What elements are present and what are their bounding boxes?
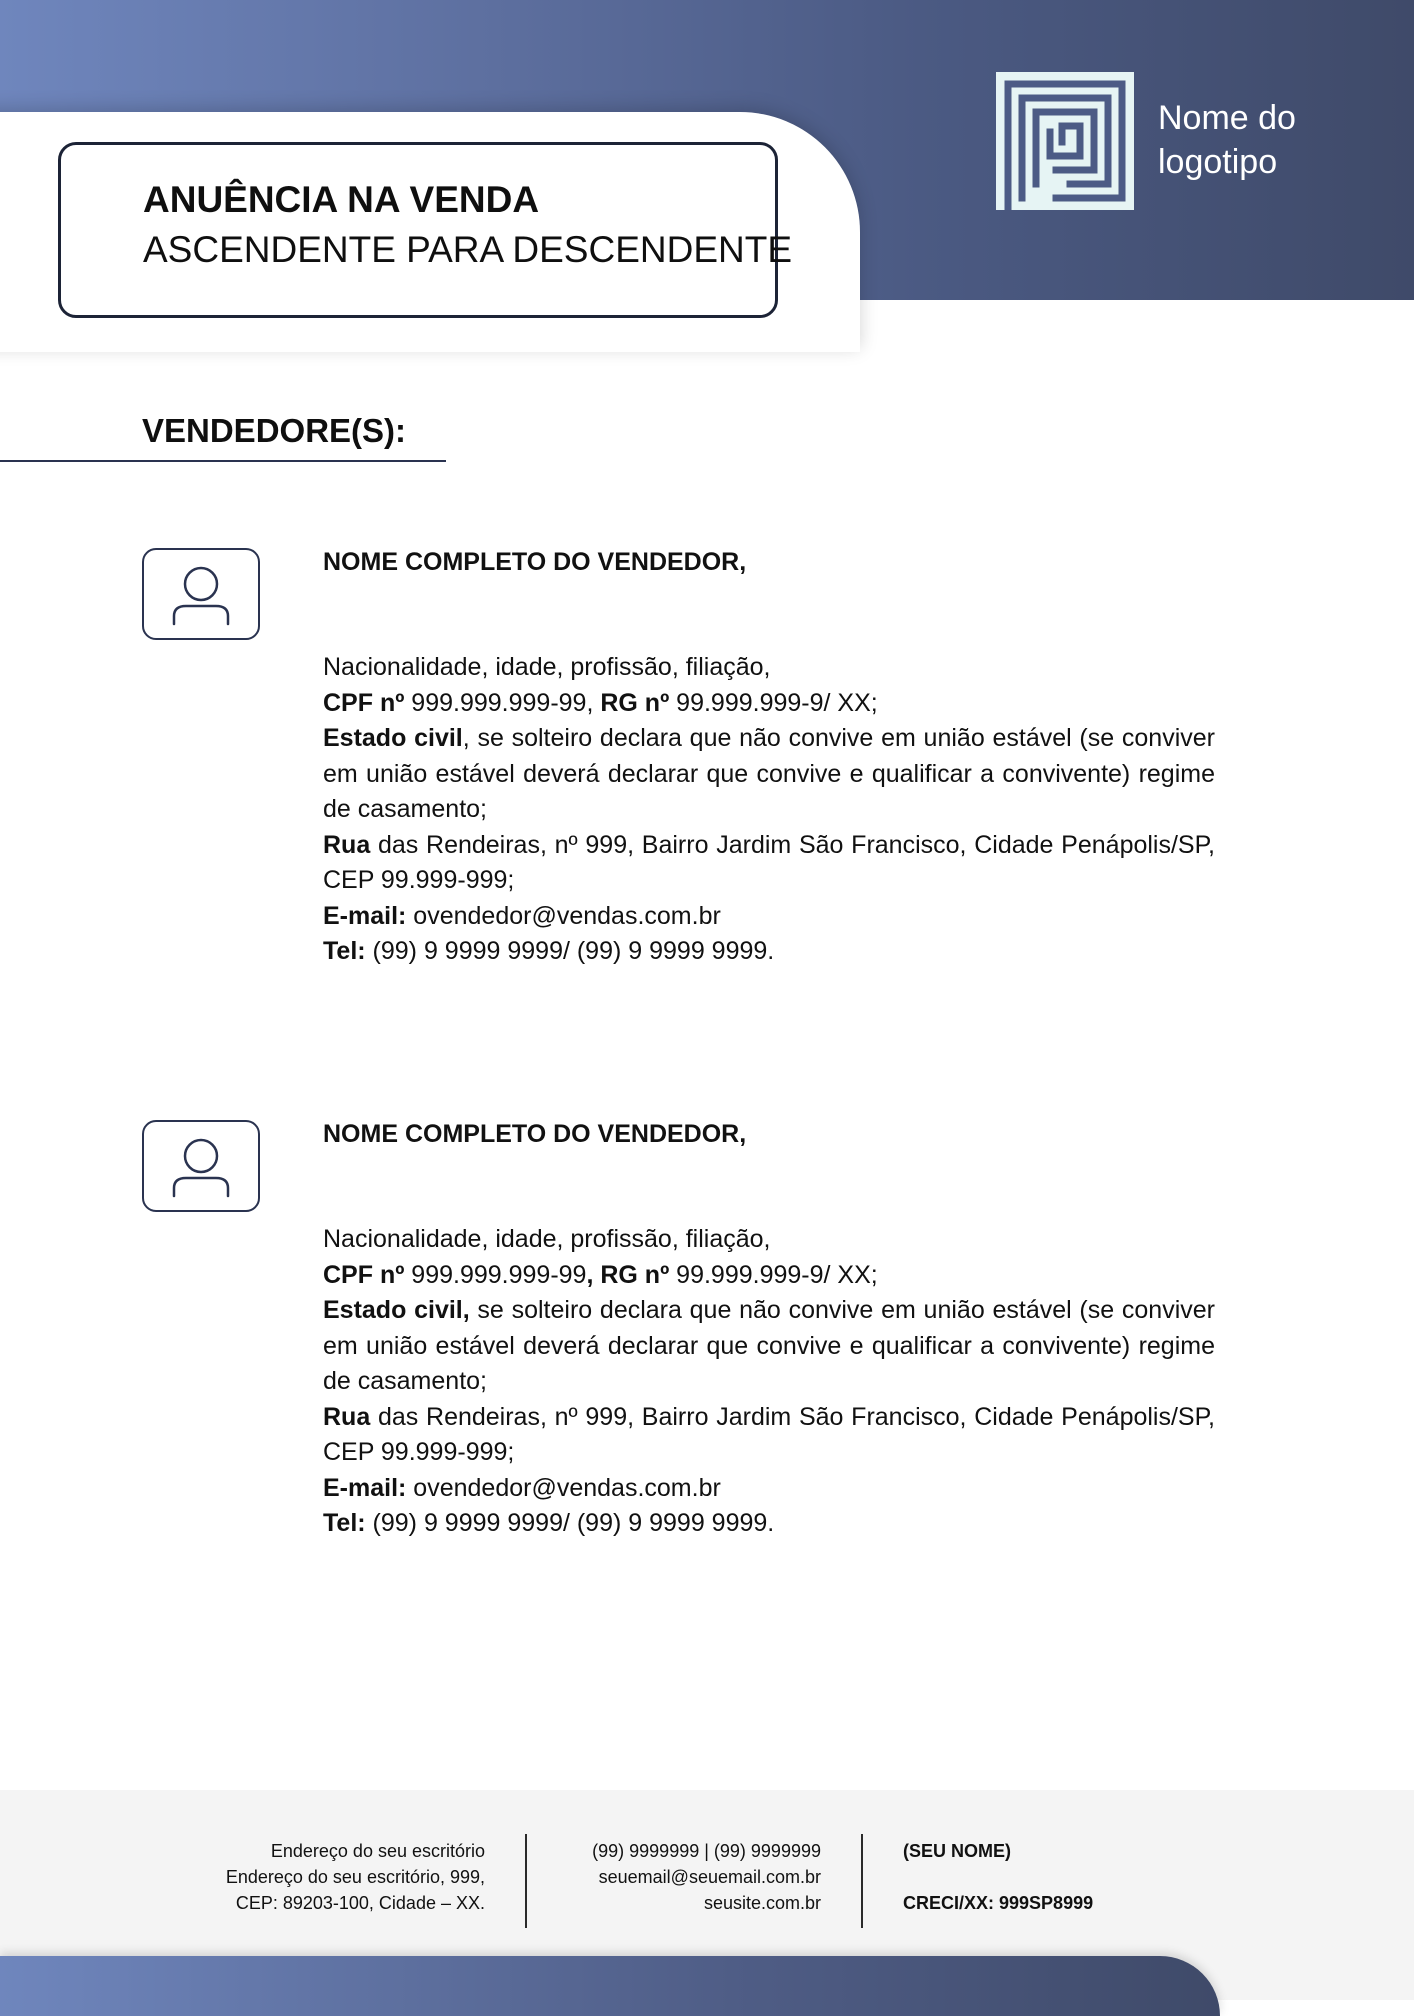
estado-label: Estado civil xyxy=(323,724,463,752)
rua-label: Rua xyxy=(323,1402,371,1431)
email-value: ovendedor@vendas.com.br xyxy=(406,901,721,930)
seller-nationality: Nacionalidade, idade, profissão, filiação, xyxy=(323,1225,771,1253)
footer-address-line2: Endereço do seu escritório, 999, xyxy=(225,1867,485,1887)
seller-address xyxy=(323,1400,1215,1471)
seller-phone xyxy=(323,934,1215,970)
footer-contact xyxy=(520,1838,821,1916)
rg-value: 99.999.999-9/ XX; xyxy=(669,688,878,717)
seller-nationality: Nacionalidade, idade, profissão, filiação, xyxy=(323,653,771,681)
seller-phone xyxy=(323,1506,1215,1542)
footer-address-line1: Endereço do seu escritório xyxy=(270,1841,485,1861)
rua-label: Rua xyxy=(323,830,371,859)
estado-text: se solteiro declara que não convive em união estável (se conviver em união estável deverá declarar que convive e qualificar a convivente) regime de casamento; xyxy=(323,1296,1215,1395)
seller-name: NOME COMPLETO DO VENDEDOR, xyxy=(323,1120,747,1148)
user-icon xyxy=(144,1122,258,1210)
cpf-value: 999.999.999-99, xyxy=(404,688,601,717)
seller-details xyxy=(323,650,1215,970)
footer-identity xyxy=(903,1838,1203,1916)
footer-address-line3: CEP: 89203-100, Cidade – XX. xyxy=(235,1893,485,1913)
footer-divider xyxy=(861,1834,863,1928)
footer-phone: (99) 9999999 | (99) 9999999 xyxy=(592,1841,821,1861)
rua-text: das Rendeiras, nº 999, Bairro Jardim São Francisco, Cidade Penápolis/SP, CEP 99.999-999; xyxy=(323,1402,1215,1466)
seller-documents xyxy=(323,686,1215,722)
logo-text-line1: Nome do xyxy=(1158,99,1296,137)
maze-logo-icon xyxy=(996,72,1134,210)
user-icon xyxy=(144,550,258,638)
section-underline xyxy=(0,460,446,462)
seller-email xyxy=(323,1471,1215,1507)
rg-label: , RG nº xyxy=(586,1260,670,1289)
document-title: ANUÊNCIA NA VENDA xyxy=(143,179,540,220)
avatar-placeholder xyxy=(142,1120,260,1212)
rg-value: 99.999.999-9/ XX; xyxy=(669,1260,878,1289)
tel-label: Tel: xyxy=(323,937,366,965)
tel-value: (99) 9 9999 9999/ (99) 9 9999 9999. xyxy=(365,937,775,965)
rg-label: RG nº xyxy=(600,688,670,717)
document-subtitle: ASCENDENTE PARA DESCENDENTE xyxy=(143,229,792,270)
rua-text: das Rendeiras, nº 999, Bairro Jardim São Francisco, Cidade Penápolis/SP, CEP 99.999-999; xyxy=(323,830,1215,894)
cpf-label: CPF nº xyxy=(323,688,405,717)
seller-documents xyxy=(323,1258,1215,1294)
estado-label: Estado civil, xyxy=(323,1296,470,1324)
logo-text-line2: logotipo xyxy=(1158,143,1278,181)
avatar-placeholder xyxy=(142,548,260,640)
seller-address xyxy=(323,828,1215,899)
seller-marital-status xyxy=(323,1293,1215,1400)
tel-label: Tel: xyxy=(323,1509,366,1537)
email-label: E-mail: xyxy=(323,901,407,930)
seller-details xyxy=(323,1222,1215,1542)
footer-band xyxy=(0,1956,1220,2016)
section-title: VENDEDORE(S): xyxy=(142,412,407,449)
cpf-value: 999.999.999-99 xyxy=(404,1260,587,1289)
email-label: E-mail: xyxy=(323,1473,407,1502)
seller-marital-status xyxy=(323,721,1215,828)
estado-text: , se solteiro declara que não convive em união estável (se conviver em união estável deverá declarar que convive e qualificar a convivente) regime de casamento; xyxy=(323,724,1215,823)
footer-creci: CRECI/XX: 999SP8999 xyxy=(903,1893,1094,1913)
tel-value: (99) 9 9999 9999/ (99) 9 9999 9999. xyxy=(365,1509,775,1537)
footer-site: seusite.com.br xyxy=(703,1893,821,1913)
footer-address xyxy=(80,1838,485,1916)
email-value: ovendedor@vendas.com.br xyxy=(406,1473,721,1502)
seller-name: NOME COMPLETO DO VENDEDOR, xyxy=(323,548,747,576)
seller-email xyxy=(323,899,1215,935)
footer-name: (SEU NOME) xyxy=(903,1841,1011,1861)
logo-text xyxy=(1158,96,1358,184)
cpf-label: CPF nº xyxy=(323,1260,405,1289)
title-box xyxy=(58,142,792,318)
footer-email: seuemail@seuemail.com.br xyxy=(598,1867,821,1887)
